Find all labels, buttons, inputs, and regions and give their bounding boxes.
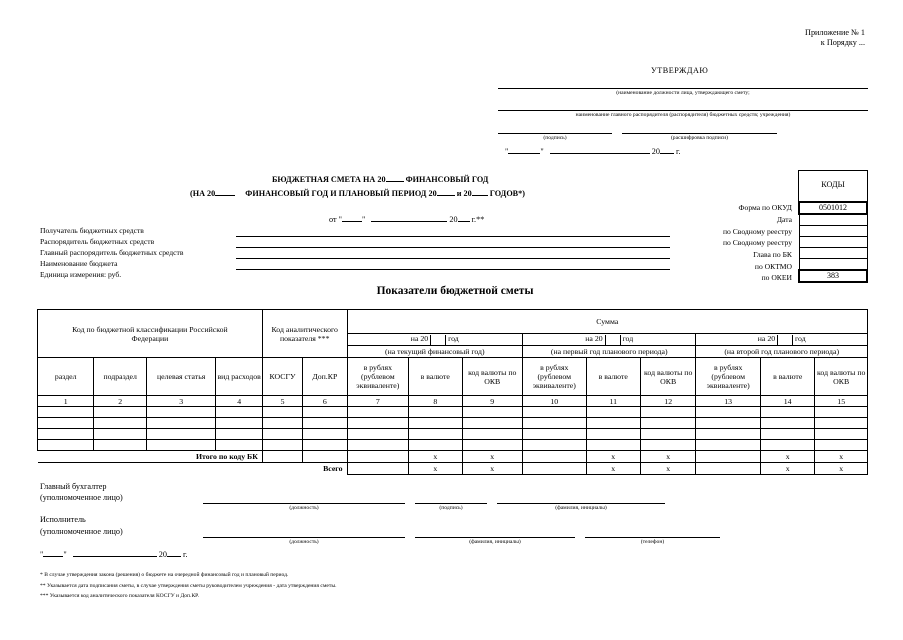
x-cell: x [586,451,640,463]
approve-decode-line [622,133,777,134]
approve-signature-line [498,133,612,134]
footnote-3: *** Указывается код аналитического показателя КОСГУ и Доп.КР. [40,593,199,599]
col-val-2: в валюте [586,358,640,396]
chief-line2: (уполномоченное лицо) [40,493,123,502]
x-cell: x [760,463,814,475]
code-bk [799,248,867,259]
x-cell: x [409,463,462,475]
codes-label-registry2: по Сводному реестру [722,238,792,247]
num-cell: 10 [523,396,587,407]
label-recipient: Получатель бюджетных средств [40,226,144,235]
code-registry1 [799,226,867,237]
approve-position-line [498,88,868,89]
chief-position-line [203,503,405,504]
exec-cap-position: (должность) [289,539,319,545]
col-vr: вид расходов [216,358,262,396]
num-cell: 15 [815,396,868,407]
appendix-line1: Приложение № 1 [805,28,865,37]
line-recipient [236,236,670,237]
appendix-line2: к Порядку ... [820,38,865,47]
period1: (на текущий финансовый год) [347,346,522,358]
codes-label-date: Дата [776,215,792,224]
chief-cap-position: (должность) [289,505,319,511]
vsego-label: Всего [38,463,348,475]
col-rub-2: в рублях (рублевом эквиваленте) [523,358,587,396]
code-okei: 383 [799,270,867,282]
footnote-1: * В случае утверждения закона (решения) о бюджете на очередной финансовый год и плановый период. [40,572,289,578]
col-dopkr: Доп.КР [303,358,347,396]
x-cell: x [586,463,640,475]
year2: на 20 год [523,334,696,346]
header-sum: Сумма [347,310,867,334]
col-rub-1: в рублях (рублевом эквиваленте) [347,358,409,396]
itogo-label: Итого по коду БК [38,451,263,463]
approve-caption-org: наименование главного распорядителя (распорядителя) бюджетных средств; учреждения) [575,112,791,118]
exec-line2: (уполномоченное лицо) [40,527,123,536]
codes-label-oktmo: по ОКТМО [754,262,792,271]
num-cell: 3 [146,396,216,407]
x-cell: x [640,463,695,475]
period3: (на второй год планового периода) [696,346,868,358]
codes-table [798,201,868,283]
num-cell: 6 [303,396,347,407]
num-cell: 9 [462,396,523,407]
code-date [799,214,867,226]
codes-label-bk: Глава по БК [753,250,792,259]
col-kosgu: КОСГУ [262,358,302,396]
exec-phone-line [585,537,720,538]
col-razdel: раздел [38,358,94,396]
exec-cap-phone: (телефон) [640,539,665,545]
table-row [38,418,868,429]
numbers-row [38,396,868,407]
col-okv-3: код валюты по ОКВ [815,358,868,396]
exec-name-line [415,537,575,538]
codes-header-box [798,170,868,201]
exec-cap-name: (фамилия, инициалы) [469,539,521,545]
x-cell: x [462,451,523,463]
line-main-distributor [236,258,670,259]
num-cell: 12 [640,396,695,407]
table-row [38,429,868,440]
col-podrazdel: подраздел [94,358,146,396]
chief-cap-signature: (подпись) [439,505,463,511]
num-cell: 11 [586,396,640,407]
approve-title: УТВЕРЖДАЮ [651,66,709,75]
approve-caption-position: (наименование должности лица, утверждающего смету; [616,90,750,96]
chief-cap-name: (фамилия, инициалы) [555,505,607,511]
col-rub-3: в рублях (рублевом эквиваленте) [696,358,761,396]
num-cell: 7 [347,396,409,407]
chief-line1: Главный бухгалтер [40,482,107,491]
approve-caption-decode: (расшифровка подписи) [670,135,729,141]
vsego-row [38,463,868,475]
chief-signature-line [415,503,487,504]
x-cell: x [462,463,523,475]
label-main-distributor: Главный распорядитель бюджетных средств [40,248,184,257]
x-cell: x [815,451,868,463]
x-cell: x [409,451,462,463]
approve-org-line [498,110,868,111]
header-line1: БЮДЖЕТНАЯ СМЕТА НА 20 ФИНАНСОВЫЙ ГОД [272,175,489,184]
year3: на 20 год [696,334,868,346]
num-cell: 14 [760,396,814,407]
num-cell: 1 [38,396,94,407]
approve-date: " " 20 г. [505,147,681,156]
col-okv-1: код валюты по ОКВ [462,358,523,396]
num-cell: 5 [262,396,302,407]
col-val-3: в валюте [760,358,814,396]
line-budget-name [236,269,670,270]
itogo-row [38,451,868,463]
col-okv-2: код валюты по ОКВ [640,358,695,396]
approve-caption-signature: (подпись) [543,135,567,141]
num-cell: 13 [696,396,761,407]
table-row [38,407,868,418]
year1: на 20 год [347,334,522,346]
label-distributor: Распорядитель бюджетных средств [40,237,155,246]
period2: (на первый год планового периода) [523,346,696,358]
x-cell: x [640,451,695,463]
num-cell: 4 [216,396,262,407]
header-line2: (НА 20 ФИНАНСОВЫЙ ГОД И ПЛАНОВЫЙ ПЕРИОД 20 и 20 ГОДОВ*) [190,189,525,198]
budget-table [37,309,868,475]
sign-date: " " 20 г. [40,550,188,559]
x-cell: x [815,463,868,475]
header-date: от " " 20 г.** [329,215,485,224]
codes-label-okud: Форма по ОКУД [738,203,792,212]
label-budget-name: Наименование бюджета [40,259,118,268]
footnote-2: ** Указывается дата подписания сметы, в случае утверждения сметы руководителем учреждения - дата утверждения сметы. [40,583,337,589]
col-cs: целевая статья [146,358,216,396]
code-registry2 [799,237,867,248]
codes-title: КОДЫ [821,180,845,189]
exec-line1: Исполнитель [40,515,86,524]
table-title: Показатели бюджетной сметы [376,285,534,297]
codes-label-okei: по ОКЕИ [761,273,792,282]
col-val-1: в валюте [409,358,462,396]
line-distributor [236,247,670,248]
header-analytic: Код аналитического показателя *** [262,310,347,358]
table-row [38,440,868,451]
x-cell: x [760,451,814,463]
header-kbk: Код по бюджетной классификации Российской Федерации [38,310,263,358]
code-okud: 0501012 [799,202,867,214]
num-cell: 8 [409,396,462,407]
num-cell: 2 [94,396,146,407]
codes-label-registry1: по Сводному реестру [722,227,792,236]
chief-name-line [497,503,665,504]
exec-position-line [203,537,405,538]
label-unit: Единица измерения: руб. [40,270,122,279]
code-oktmo [799,259,867,271]
